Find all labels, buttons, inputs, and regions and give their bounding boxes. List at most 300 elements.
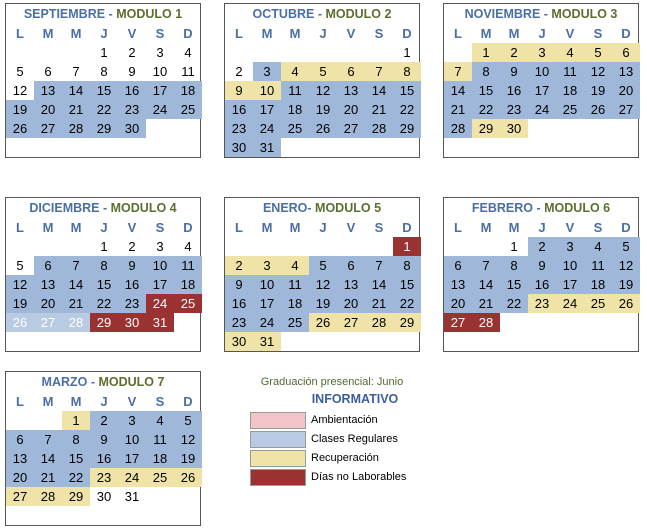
day-cell: 4	[184, 45, 192, 60]
weekday-header: S	[593, 26, 603, 41]
module-name: MODULO 2	[325, 7, 392, 21]
day-cell: 17	[556, 275, 584, 294]
day-cell: 25	[146, 468, 174, 487]
day-cell: 4	[584, 237, 612, 256]
module-name: MODULO 6	[544, 201, 611, 215]
day-cell: 11	[146, 430, 174, 449]
day-cell: 28	[365, 119, 393, 138]
day-cell: 18	[556, 81, 584, 100]
day-cell: 28	[365, 313, 393, 332]
day-cell: 19	[309, 294, 337, 313]
weekday-header: V	[346, 220, 356, 235]
day-cell: 9	[225, 81, 253, 100]
day-cell: 21	[444, 100, 472, 119]
day-cell: 30	[225, 332, 253, 351]
empty-cell	[34, 43, 62, 62]
weekday-header: J	[100, 394, 108, 409]
calendar-title	[6, 198, 200, 218]
day-cell: 15	[393, 81, 421, 100]
day-cell: 26	[309, 119, 337, 138]
day-cell: 26	[309, 313, 337, 332]
weekday-header: J	[319, 26, 327, 41]
day-cell: 27	[337, 119, 365, 138]
calendar-grid	[225, 218, 419, 351]
day-cell: 21	[472, 294, 500, 313]
day-cell: 14	[34, 449, 62, 468]
day-cell: 13	[6, 449, 34, 468]
day-cell: 3	[253, 62, 281, 81]
day-cell: 29	[393, 119, 421, 138]
day-cell: 7	[72, 64, 80, 79]
day-cell: 20	[444, 294, 472, 313]
day-cell: 18	[174, 275, 202, 294]
day-cell: 3	[118, 411, 146, 430]
weekday-header: D	[183, 394, 193, 409]
day-cell: 1	[100, 239, 108, 254]
day-cell: 7	[34, 430, 62, 449]
weekday-header: L	[454, 26, 462, 41]
day-cell: 27	[337, 313, 365, 332]
day-cell: 29	[393, 313, 421, 332]
day-cell: 24	[528, 100, 556, 119]
day-cell: 22	[90, 294, 118, 313]
weekday-header: L	[235, 26, 243, 41]
weekday-header: V	[127, 26, 137, 41]
day-cell: 3	[556, 237, 584, 256]
day-cell: 26	[584, 100, 612, 119]
weekday-header: L	[16, 26, 24, 41]
weekday-header: M	[70, 26, 82, 41]
day-cell: 13	[34, 275, 62, 294]
day-cell: 24	[253, 119, 281, 138]
day-cell: 2	[235, 64, 243, 79]
day-cell: 2	[90, 411, 118, 430]
day-cell: 8	[500, 256, 528, 275]
legend-swatch	[250, 431, 306, 448]
day-cell: 16	[225, 100, 253, 119]
day-cell: 23	[225, 119, 253, 138]
day-cell: 15	[62, 449, 90, 468]
calendar-title	[444, 198, 638, 218]
weekday-header: V	[127, 394, 137, 409]
module-name: MODULO 5	[315, 201, 382, 215]
day-cell: 31	[146, 313, 174, 332]
day-cell: 3	[156, 45, 164, 60]
day-cell: 4	[556, 43, 584, 62]
weekday-header: S	[155, 220, 165, 235]
month-name: ENERO-	[262, 201, 316, 215]
calendar-feb	[443, 197, 639, 352]
empty-cell	[253, 43, 281, 62]
day-cell: 12	[584, 62, 612, 81]
day-cell: 2	[128, 45, 136, 60]
day-cell: 23	[225, 313, 253, 332]
day-cell: 10	[152, 64, 168, 79]
calendar-title	[444, 4, 638, 24]
day-cell: 9	[528, 256, 556, 275]
day-cell: 14	[365, 81, 393, 100]
empty-cell	[253, 237, 281, 256]
empty-cell	[365, 43, 393, 62]
day-cell: 20	[612, 81, 640, 100]
day-cell: 3	[528, 43, 556, 62]
empty-cell	[34, 237, 62, 256]
day-cell: 25	[281, 313, 309, 332]
weekday-header: L	[16, 394, 24, 409]
day-cell: 11	[181, 64, 195, 79]
day-cell: 22	[90, 100, 118, 119]
day-cell: 17	[118, 449, 146, 468]
day-cell: 11	[556, 62, 584, 81]
module-name: MODULO 4	[110, 201, 177, 215]
day-cell: 13	[337, 275, 365, 294]
day-cell: 16	[90, 449, 118, 468]
module-name: MODULO 3	[551, 7, 618, 21]
day-cell: 10	[528, 62, 556, 81]
day-cell: 30	[500, 119, 528, 138]
day-cell: 26	[6, 313, 34, 332]
day-cell: 21	[365, 294, 393, 313]
day-cell: 5	[309, 256, 337, 275]
day-cell: 29	[90, 119, 118, 138]
legend-swatch	[250, 450, 306, 467]
day-cell: 9	[225, 275, 253, 294]
day-cell: 23	[90, 468, 118, 487]
day-cell: 1	[403, 45, 411, 60]
day-cell: 3	[253, 256, 281, 275]
month-name: NOVIEMBRE -	[464, 7, 552, 21]
day-cell: 28	[34, 487, 62, 506]
day-cell: 21	[365, 100, 393, 119]
weekday-header: S	[155, 26, 165, 41]
day-cell: 12	[6, 275, 34, 294]
legend-label: Recuperación	[311, 452, 379, 464]
day-cell: 14	[444, 81, 472, 100]
day-cell: 12	[12, 83, 28, 98]
day-cell: 1	[393, 237, 421, 256]
month-name: MARZO -	[41, 375, 99, 389]
day-cell: 26	[6, 119, 34, 138]
day-cell: 18	[146, 449, 174, 468]
weekday-header: L	[235, 220, 243, 235]
weekday-header: S	[374, 220, 384, 235]
day-cell: 13	[34, 81, 62, 100]
day-cell: 5	[309, 62, 337, 81]
calendar-grid	[444, 218, 638, 332]
day-cell: 22	[393, 100, 421, 119]
day-cell: 15	[393, 275, 421, 294]
day-cell: 18	[584, 275, 612, 294]
day-cell: 23	[500, 100, 528, 119]
empty-cell	[472, 237, 500, 256]
day-cell: 27	[34, 313, 62, 332]
day-cell: 20	[34, 100, 62, 119]
day-cell: 19	[584, 81, 612, 100]
calendar-title	[6, 4, 200, 24]
day-cell: 14	[62, 81, 90, 100]
day-cell: 20	[337, 294, 365, 313]
weekday-header: D	[621, 26, 631, 41]
day-cell: 19	[6, 294, 34, 313]
weekday-header: M	[508, 26, 520, 41]
weekday-header: J	[100, 220, 108, 235]
day-cell: 8	[90, 256, 118, 275]
day-cell: 7	[365, 256, 393, 275]
day-cell: 14	[62, 275, 90, 294]
day-cell: 5	[16, 258, 24, 273]
day-cell: 6	[34, 256, 62, 275]
day-cell: 23	[118, 294, 146, 313]
weekday-header: D	[183, 220, 193, 235]
day-cell: 4	[281, 62, 309, 81]
legend-swatch	[250, 412, 306, 429]
day-cell: 21	[62, 294, 90, 313]
empty-cell	[444, 237, 472, 256]
day-cell: 1	[100, 45, 108, 60]
weekday-header: D	[402, 220, 412, 235]
day-cell: 24	[253, 313, 281, 332]
day-cell: 29	[62, 487, 90, 506]
calendar-jan	[224, 197, 420, 352]
day-cell: 17	[253, 100, 281, 119]
day-cell: 10	[146, 256, 174, 275]
legend-label: Clases Regulares	[311, 433, 398, 445]
empty-cell	[309, 237, 337, 256]
day-cell: 18	[281, 294, 309, 313]
day-cell: 16	[528, 275, 556, 294]
day-cell: 4	[146, 411, 174, 430]
day-cell: 19	[309, 100, 337, 119]
legend-label: Ambientación	[311, 414, 378, 426]
weekday-header: M	[508, 220, 520, 235]
day-cell: 31	[253, 138, 281, 157]
weekday-header: S	[155, 394, 165, 409]
day-cell: 2	[225, 256, 253, 275]
graduation-note: Graduación presencial: Junio	[260, 376, 404, 388]
day-cell: 7	[472, 256, 500, 275]
day-cell: 21	[62, 100, 90, 119]
calendar-dec	[5, 197, 201, 352]
day-cell: 25	[174, 294, 202, 313]
weekday-header: V	[565, 220, 575, 235]
legend-swatch	[250, 469, 306, 486]
calendar-nov	[443, 3, 639, 158]
weekday-header: J	[319, 220, 327, 235]
day-cell: 30	[96, 489, 112, 504]
day-cell: 10	[253, 275, 281, 294]
day-cell: 22	[500, 294, 528, 313]
day-cell: 13	[612, 62, 640, 81]
day-cell: 9	[500, 62, 528, 81]
day-cell: 10	[118, 430, 146, 449]
day-cell: 17	[146, 81, 174, 100]
day-cell: 29	[472, 119, 500, 138]
calendar-title	[225, 4, 419, 24]
day-cell: 12	[309, 275, 337, 294]
day-cell: 27	[444, 313, 472, 332]
day-cell: 12	[612, 256, 640, 275]
weekday-header: S	[593, 220, 603, 235]
empty-cell	[444, 43, 472, 62]
day-cell: 23	[528, 294, 556, 313]
day-cell: 16	[225, 294, 253, 313]
empty-cell	[6, 411, 34, 430]
day-cell: 19	[174, 449, 202, 468]
day-cell: 2	[500, 43, 528, 62]
calendar-title	[6, 372, 200, 392]
day-cell: 30	[118, 119, 146, 138]
empty-cell	[62, 237, 90, 256]
day-cell: 15	[472, 81, 500, 100]
empty-cell	[225, 43, 253, 62]
calendar-grid	[225, 24, 419, 157]
day-cell: 1	[510, 239, 518, 254]
day-cell: 5	[584, 43, 612, 62]
day-cell: 6	[6, 430, 34, 449]
day-cell: 18	[174, 81, 202, 100]
weekday-header: M	[261, 26, 273, 41]
month-name: FEBRERO -	[471, 201, 545, 215]
day-cell: 28	[62, 119, 90, 138]
day-cell: 17	[528, 81, 556, 100]
day-cell: 23	[118, 100, 146, 119]
weekday-header: M	[480, 26, 492, 41]
day-cell: 8	[472, 62, 500, 81]
day-cell: 22	[62, 468, 90, 487]
weekday-header: D	[621, 220, 631, 235]
month-name: DICIEMBRE -	[29, 201, 111, 215]
day-cell: 24	[118, 468, 146, 487]
month-name: OCTUBRE -	[252, 7, 326, 21]
day-cell: 19	[612, 275, 640, 294]
day-cell: 31	[124, 489, 140, 504]
empty-cell	[365, 237, 393, 256]
day-cell: 28	[62, 313, 90, 332]
day-cell: 6	[337, 62, 365, 81]
day-cell: 30	[118, 313, 146, 332]
day-cell: 29	[90, 313, 118, 332]
day-cell: 7	[444, 62, 472, 81]
day-cell: 16	[500, 81, 528, 100]
day-cell: 24	[556, 294, 584, 313]
day-cell: 6	[444, 256, 472, 275]
day-cell: 10	[556, 256, 584, 275]
calendar-sep	[5, 3, 201, 158]
day-cell: 22	[393, 294, 421, 313]
day-cell: 15	[90, 81, 118, 100]
day-cell: 9	[118, 256, 146, 275]
day-cell: 8	[100, 64, 108, 79]
weekday-header: V	[565, 26, 575, 41]
empty-cell	[62, 43, 90, 62]
day-cell: 1	[472, 43, 500, 62]
day-cell: 12	[174, 430, 202, 449]
legend-label: Días no Laborables	[311, 471, 407, 483]
calendar-grid	[6, 392, 200, 506]
weekday-header: D	[402, 26, 412, 41]
day-cell: 10	[253, 81, 281, 100]
day-cell: 12	[309, 81, 337, 100]
weekday-header: M	[42, 26, 54, 41]
day-cell: 6	[44, 64, 52, 79]
day-cell: 5	[16, 64, 24, 79]
day-cell: 24	[146, 294, 174, 313]
day-cell: 24	[146, 100, 174, 119]
day-cell: 17	[146, 275, 174, 294]
empty-cell	[337, 237, 365, 256]
day-cell: 5	[612, 237, 640, 256]
day-cell: 8	[393, 256, 421, 275]
calendar-grid	[6, 24, 200, 138]
day-cell: 28	[472, 313, 500, 332]
day-cell: 6	[612, 43, 640, 62]
calendar-grid	[444, 24, 638, 138]
weekday-header: V	[346, 26, 356, 41]
day-cell: 19	[6, 100, 34, 119]
day-cell: 16	[118, 81, 146, 100]
day-cell: 25	[174, 100, 202, 119]
day-cell: 2	[528, 237, 556, 256]
empty-cell	[34, 411, 62, 430]
day-cell: 5	[174, 411, 202, 430]
day-cell: 15	[90, 275, 118, 294]
day-cell: 8	[62, 430, 90, 449]
day-cell: 28	[444, 119, 472, 138]
day-cell: 26	[612, 294, 640, 313]
day-cell: 18	[281, 100, 309, 119]
day-cell: 9	[90, 430, 118, 449]
weekday-header: M	[480, 220, 492, 235]
day-cell: 4	[184, 239, 192, 254]
day-cell: 3	[156, 239, 164, 254]
day-cell: 14	[365, 275, 393, 294]
calendar-title	[225, 198, 419, 218]
day-cell: 16	[118, 275, 146, 294]
empty-cell	[309, 43, 337, 62]
day-cell: 7	[365, 62, 393, 81]
weekday-header: M	[42, 394, 54, 409]
weekday-header: J	[538, 220, 546, 235]
empty-cell	[225, 237, 253, 256]
day-cell: 30	[225, 138, 253, 157]
day-cell: 13	[337, 81, 365, 100]
day-cell: 8	[393, 62, 421, 81]
day-cell: 11	[281, 81, 309, 100]
day-cell: 14	[472, 275, 500, 294]
day-cell: 11	[281, 275, 309, 294]
day-cell: 1	[62, 411, 90, 430]
weekday-header: V	[127, 220, 137, 235]
weekday-header: J	[538, 26, 546, 41]
day-cell: 27	[6, 487, 34, 506]
module-name: MODULO 7	[98, 375, 165, 389]
day-cell: 4	[281, 256, 309, 275]
calendar-oct	[224, 3, 420, 158]
weekday-header: M	[261, 220, 273, 235]
weekday-header: M	[289, 26, 301, 41]
weekday-header: D	[183, 26, 193, 41]
empty-cell	[281, 43, 309, 62]
weekday-header: M	[70, 394, 82, 409]
day-cell: 31	[253, 332, 281, 351]
module-name: MODULO 1	[116, 7, 183, 21]
weekday-header: M	[70, 220, 82, 235]
day-cell: 27	[34, 119, 62, 138]
day-cell: 20	[337, 100, 365, 119]
day-cell: 22	[472, 100, 500, 119]
day-cell: 25	[281, 119, 309, 138]
day-cell: 25	[556, 100, 584, 119]
